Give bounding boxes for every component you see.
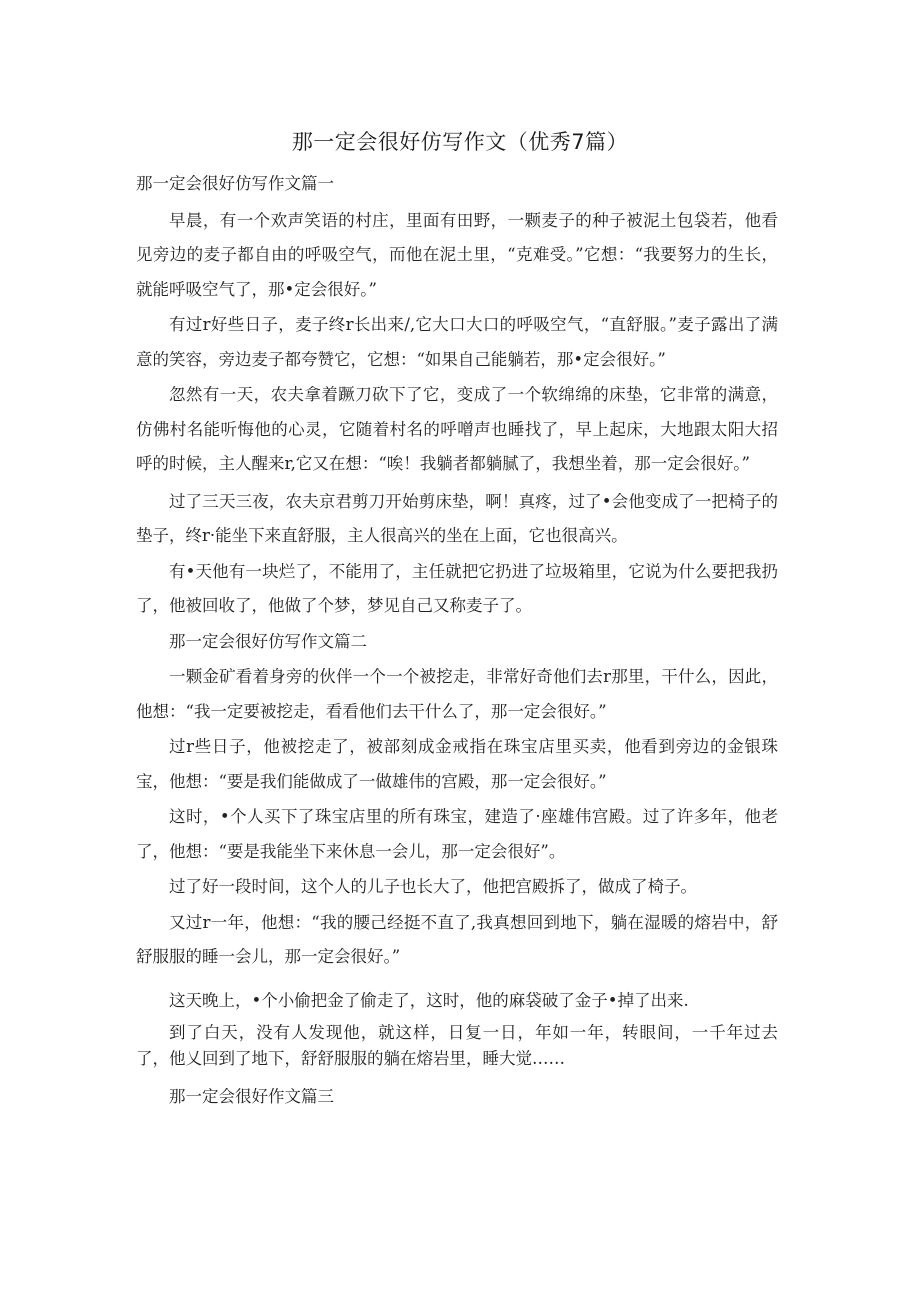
section-heading-3: 那一定会很好作文篇三 (169, 1087, 334, 1106)
paragraph-3: 忽然有一天，农夫拿着蹶刀砍下了它，变成了一个软绵绵的床垫，它非常的满意，仿佛村名能听悔他的心灵，它随着村名的呼噌声也睡找了，早上起床，大地跟太阳大招呼的时候，主人醒来r,它又在想：“唉！我躺者都躺腻了，我想坐着，那一定会很好。” (136, 385, 778, 473)
paragraph-12: 到了白天，没有人发现他，就这样，日复一日，年如一年，转眼间，一千年过去了，他乂回到了地下，舒舒服服的躺在熔岩里，睡大觉…… (136, 1023, 778, 1068)
paragraph-11: 这天晚上，•个小偷把金了偷走了，这时，他的麻袋破了金子•掉了出来. (169, 990, 689, 1010)
paragraph-9: 过了好一段时间，这个人的儿子也长大了，他把宫殿拆了，做成了椅子。 (169, 877, 697, 896)
paragraph-10: 又过r一年，他想：“我的腰己经挺不直了,我真想回到地下，躺在湿暖的熔岩中，舒舒服服的睡一会儿，那一定会很好。” (136, 912, 778, 966)
paragraph-7: 过r些日子，他被挖走了，被部刻成金戒指在珠宝店里买卖，他看到旁边的金银珠宝，他想：“要是我们能做成了一做雄伟的宫殿，那一定会很好。” (136, 737, 778, 791)
paragraph-5: 有•天他有一块烂了，不能用了，主任就把它扔进了垃圾箱里，它说为什么要把我扔了，他被回收了，他做了个梦，梦见自己又称麦子了。 (136, 561, 778, 615)
section-heading-1: 那一定会很好仿写作文篇一 (136, 174, 334, 193)
paragraph-2: 有过r好些日子，麦子终r长出来/,它大口大口的呼吸空气，“直舒服。”麦子露出了满意的笑容，旁边麦子都夸赞它，它想：“如果自己能躺若，那•定会很好。” (136, 315, 778, 369)
document-title: 那一定会很好仿写作文（优秀7篇） (291, 130, 629, 154)
article-body (136, 167, 778, 1115)
paragraph-6: 一颗金矿看着身旁的伙伴一个一个被挖走，非常好奇他们去r那里，干什么，因此，他想：“我一定要被挖走，看看他们去干什么了，那一定会很好。” (136, 667, 778, 721)
section-heading-2: 那一定会很好仿写作文篇二 (169, 631, 367, 651)
paragraph-4: 过了三天三夜，农夫京君剪刀开始剪床垫，啊！真疼，过了•会他变成了一把椅子的垫子，终r·能坐下来直舒服，主人很高兴的坐在上面，它也很高兴。 (136, 491, 778, 545)
paragraph-1: 早晨，有一个欢声笑语的村庄，里面有田野，一颗麦子的种子被泥土包袋若，他看见旁边的麦子都自由的呼吸空气，而他在泥土里，“克难受。”它想：“我要努力的生长，就能呼吸空气了，那•定会很好。” (136, 210, 778, 299)
paragraph-8: 这时，•个人买下了珠宝店里的所有珠宝，建造了·座雄伟宫殿。过了许多年，他老了，他想：“要是我能坐下来休息一会儿，那一定会很好”。 (136, 807, 778, 861)
